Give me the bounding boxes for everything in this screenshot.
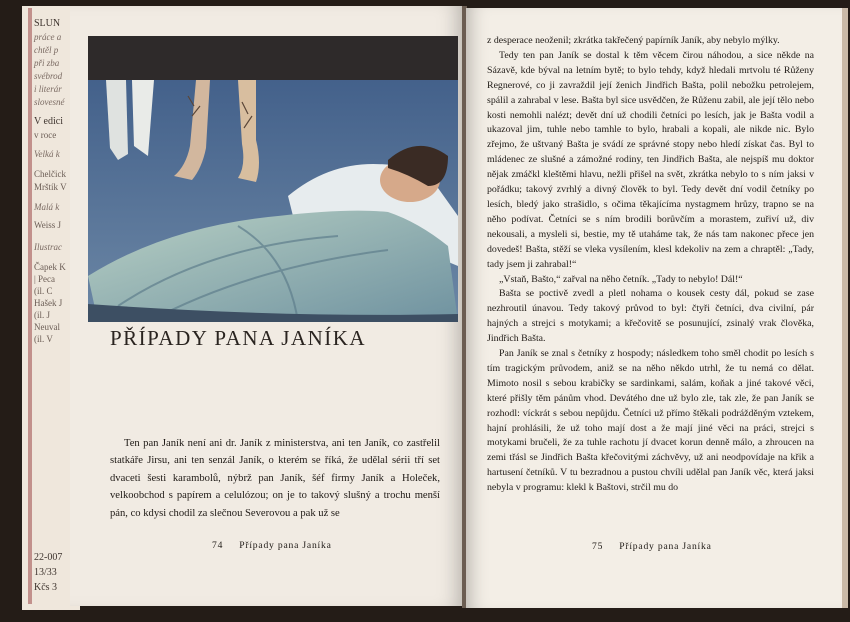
back-fragment: V edici	[34, 116, 63, 127]
chapter-title: PŘÍPADY PANA JANÍKA	[110, 326, 367, 350]
back-fragment: Kčs 3	[34, 582, 58, 593]
back-fragment: Chelčick	[34, 169, 66, 179]
page-edge	[842, 8, 848, 608]
back-fragment: v roce	[34, 130, 57, 140]
back-book-edge	[28, 8, 32, 604]
right-page-footer	[592, 541, 712, 552]
body-paragraph: Tedy ten pan Janík se dostal k těm věcem čirou náhodou, a sice někde na Sázavě, kde býval na letním bytě; to bylo tehdy, když hledali mrtvolu té Růženy Regnerové, co ji zavraždil její ženich Jindřich Bašta, polil nebožku petrolejem, spálil a zahrabal v lese. Bašta byl sice usvědčen, že Růženu zabil, ale její tělo nebo kosti nemohli nalézt; devět dní už chodili četníci po lesích, jak je Bašta vodil a ukazoval jim, tuhle nebo tamhle to bylo, hrabali a kopali, ale nikde nic. Bylo zřejmo, že uštvaný Bašta je svádí ze správné stopy nebo hledí získat čas. Byl to mládenec ze slušné a zámožné rodiny, ten Jindřich Bašta, ale nejspíš mu doktor nějak zmáčkl kleštěmi hlavu, nežli přišel na svět, zkrátka nebylo to s ním jaksi v pořádku; takový zvrhlý a divný člověk to byl. Tedy devět dní vodil četníky po lesích, bledý jako strašidlo, s očima těkajícíma nystagmem hrůzy, trapno se na něho podívat. Četníci se s ním brodili borůvčím a morastem, zuřiví už, div nekousali, a mysleli si, bestie, my tě utaháme tak, že nás tam nakonec přece jen dovedeš! Bašta, stěží se vleka vysílením, klesl kdekoliv na zem a chraptěl: „Tady, tady jsem ji zahrabal!“	[487, 49, 814, 270]
back-fragment: Ilustrac	[34, 242, 62, 252]
back-fragment: chtěl p	[34, 45, 59, 55]
back-fragment: Hašek J	[34, 298, 63, 308]
chapter-illustration	[88, 36, 458, 322]
back-fragment: Neuval	[34, 322, 60, 332]
back-fragment: (il. C	[34, 286, 53, 296]
back-fragment: svébrod	[34, 71, 63, 81]
body-paragraph: z desperace neoženil; zkrátka takřečený papírník Janík, aby nebylo mýlky.	[487, 35, 780, 46]
running-title: Případy pana Janíka	[239, 540, 332, 551]
back-fragment: SLUN	[34, 18, 61, 29]
back-fragment: 22-007	[34, 552, 63, 563]
back-fragment: při zba	[34, 58, 60, 68]
back-fragment: i literár	[34, 84, 62, 94]
body-paragraph: Pan Janík se znal s četníky z hospody; následkem toho směl chodit po lesích s tím tragickým průvodem, aniž se na něho někdo utrhl, že tu nemá co dělat. Mimoto nosil s sebou krabičky se sardinkami, salám, koňak a jiné takové věci, které přišly těm pánům vhod. Devátého dne už bylo zle, tak zle, že pan Janík se rozhodl: víckrát s sebou nepůjdu. Četníci už přímo štěkali podrážděným vztekem, hajní prohlásili, že už toho mají dost a že mají jiné věci na práci, strejci s motykami bručeli, že za tuhle rachotu jí dvacet korun denně málo, a zhroucen na zemi třásl se Jindřich Bašta křečovitými záchvěvy, už ani neodpovídaje na křik a hartusení četníků. V tu bezradnou a pustou chvíli udělal pan Janík věc, která jaksi nebyla v programu: klekl k Baštovi, strčil mu do	[487, 348, 814, 494]
back-fragment: | Peca	[34, 274, 56, 284]
back-fragment: Malá k	[34, 202, 60, 212]
back-fragment: Mrštík V	[34, 182, 67, 192]
back-fragment: (il. V	[34, 334, 53, 344]
page-number: 74	[212, 540, 224, 551]
right-page-body	[487, 34, 814, 496]
back-fragment: slovesné	[34, 97, 65, 107]
back-fragment: (il. J	[34, 310, 51, 320]
back-fragment: 13/33	[34, 567, 57, 578]
running-title: Případy pana Janíka	[619, 541, 712, 552]
back-fragment: Velká k	[34, 149, 60, 159]
page-number: 75	[592, 541, 604, 552]
left-page-footer	[212, 540, 332, 551]
body-paragraph: Bašta se poctivě zvedl a pletl nohama o kousek cesty dál, pokud se zase nezhroutil únavou. Tedy takový průvod to byl: čtyři četníci, dva civilní, pár hajných a strejci s motykami; a křečovitě se posunující, zsinalý vrak člověka, Jindřich Bašta.	[487, 288, 814, 345]
back-fragment: práce a	[34, 32, 62, 42]
back-fragment: Weiss J	[34, 220, 62, 230]
back-fragment: Čapek K	[34, 262, 66, 272]
left-page-body	[110, 435, 440, 522]
body-paragraph: „Vstaň, Bašto,“ zařval na něho četník. „Tady to nebylo! Dál!“	[499, 273, 743, 285]
body-paragraph: Ten pan Janík není ani dr. Janík z ministerstva, ani ten Janík, co zastřelil statkáře Jirsu, ani ten senzál Janík, o kterém se říká, že udělal sérii tří set dvaceti šesti karambolů, nýbrž pan Janík, šéf firmy Janík a Holeček, velkoobchod s papírem a celulózou; on je to takový slušný a trochu menší pán, co kdysi chodil za slečnou Severovou a pak už se	[110, 438, 440, 519]
